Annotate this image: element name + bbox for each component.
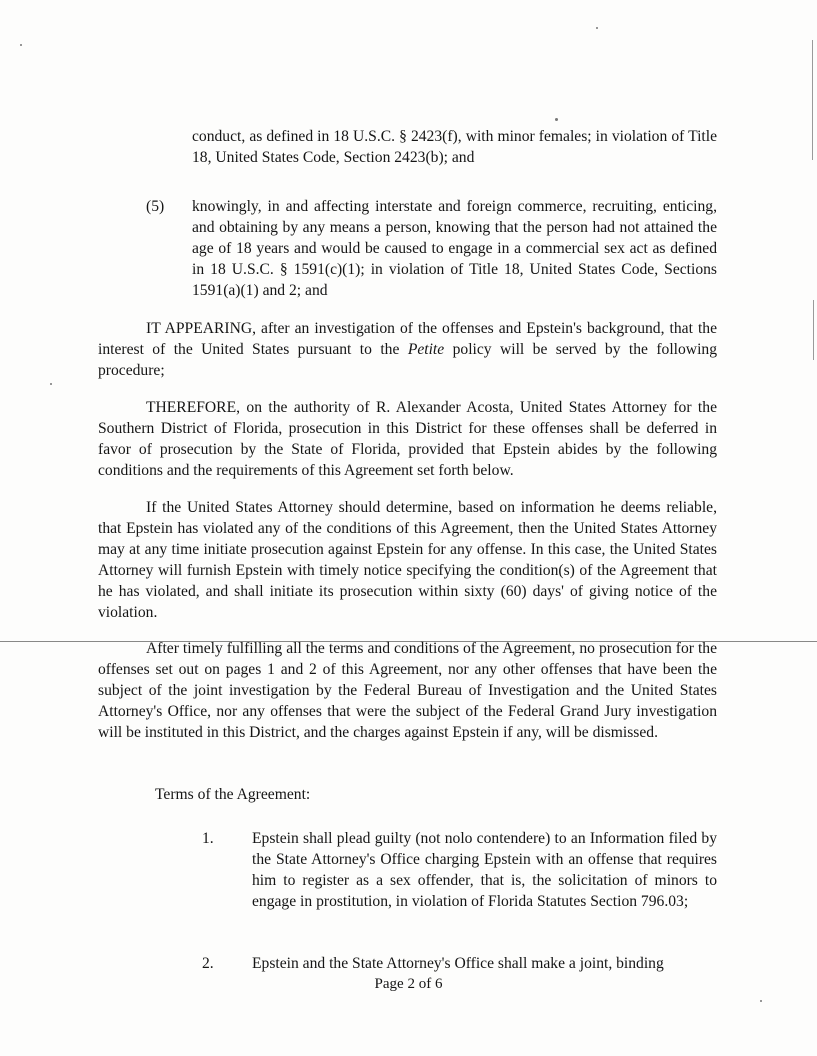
- terms-heading: Terms of the Agreement:: [155, 786, 311, 803]
- violation-paragraph: If the United States Attorney should determine, based on information he deems reliable, that Epstein has violated any of the conditions of this Agreement, then the United States Attorney may at any time initiate prosecution against Epstein for any offense. In this case, the United States Attorney will furnish Epstein with timely notice specifying the condition(s) of the Agreement that he has violated, and shall initiate its prosecution within sixty (60) days' of giving notice of the violation.: [98, 499, 717, 621]
- term-2-number: 2.: [202, 955, 214, 972]
- scan-artifact-speck: [760, 1000, 762, 1002]
- petite-policy-term: Petite: [407, 341, 445, 358]
- appearing-text-before: IT APPEARING, after an investigation of the offenses and Epstein's background, that the interest of the United States pursuant to the: [98, 320, 717, 358]
- item-4-continuation: conduct, as defined in 18 U.S.C. § 2423(f), with minor females; in violation of Title 18, United States Code, Section 2423(b); and: [192, 128, 717, 166]
- scan-artifact-edge: [812, 40, 813, 160]
- term-1-number: 1.: [202, 830, 214, 847]
- scan-artifact-speck: [20, 44, 22, 46]
- page-number-footer: Page 2 of 6: [374, 976, 443, 992]
- item-5-text: knowingly, in and affecting interstate and foreign commerce, recruiting, enticing, and obtaining by any means a person, knowing that the person had not attained the age of 18 years and would be caused to engage in a commercial sex act as defined in 18 U.S.C. § 1591(c)(1); in violation of Title 18, United States Code, Sections 1591(a)(1) and 2; and: [192, 198, 717, 299]
- term-2-text: Epstein and the State Attorney's Office shall make a joint, binding: [252, 955, 664, 972]
- term-1-text: Epstein shall plead guilty (not nolo contendere) to an Information filed by the State Attorney's Office charging Epstein with an offense that requires him to register as a sex offender, that is, the solicitation of minors to engage in prostitution, in violation of Florida Statutes Section 796.03;: [252, 830, 717, 910]
- item-5-number: (5): [146, 198, 165, 215]
- scan-artifact-speck: [596, 27, 598, 29]
- appearing-text-after: policy will be served by the following procedure;: [98, 341, 717, 379]
- scan-artifact-speck: [555, 118, 558, 121]
- therefore-paragraph: THEREFORE, on the authority of R. Alexander Acosta, United States Attorney for the Southern District of Florida, prosecution in this District for these offenses shall be deferred in favor of prosecution by the State of Florida, provided that Epstein abides by the following conditions and the requirements of this Agreement set forth below.: [98, 399, 717, 479]
- fulfilling-paragraph: After timely fulfilling all the terms and conditions of the Agreement, no prosecution for the offenses set out on pages 1 and 2 of this Agreement, nor any other offenses that have been the subject of the joint investigation by the Federal Bureau of Investigation and the United States Attorney's Office, nor any offenses that were the subject of the Federal Grand Jury investigation will be instituted in this District, and the charges against Epstein if any, will be dismissed.: [98, 640, 717, 741]
- scan-artifact-speck: [50, 383, 52, 385]
- scan-artifact-edge: [813, 300, 814, 360]
- appearing-paragraph: [98, 318, 717, 381]
